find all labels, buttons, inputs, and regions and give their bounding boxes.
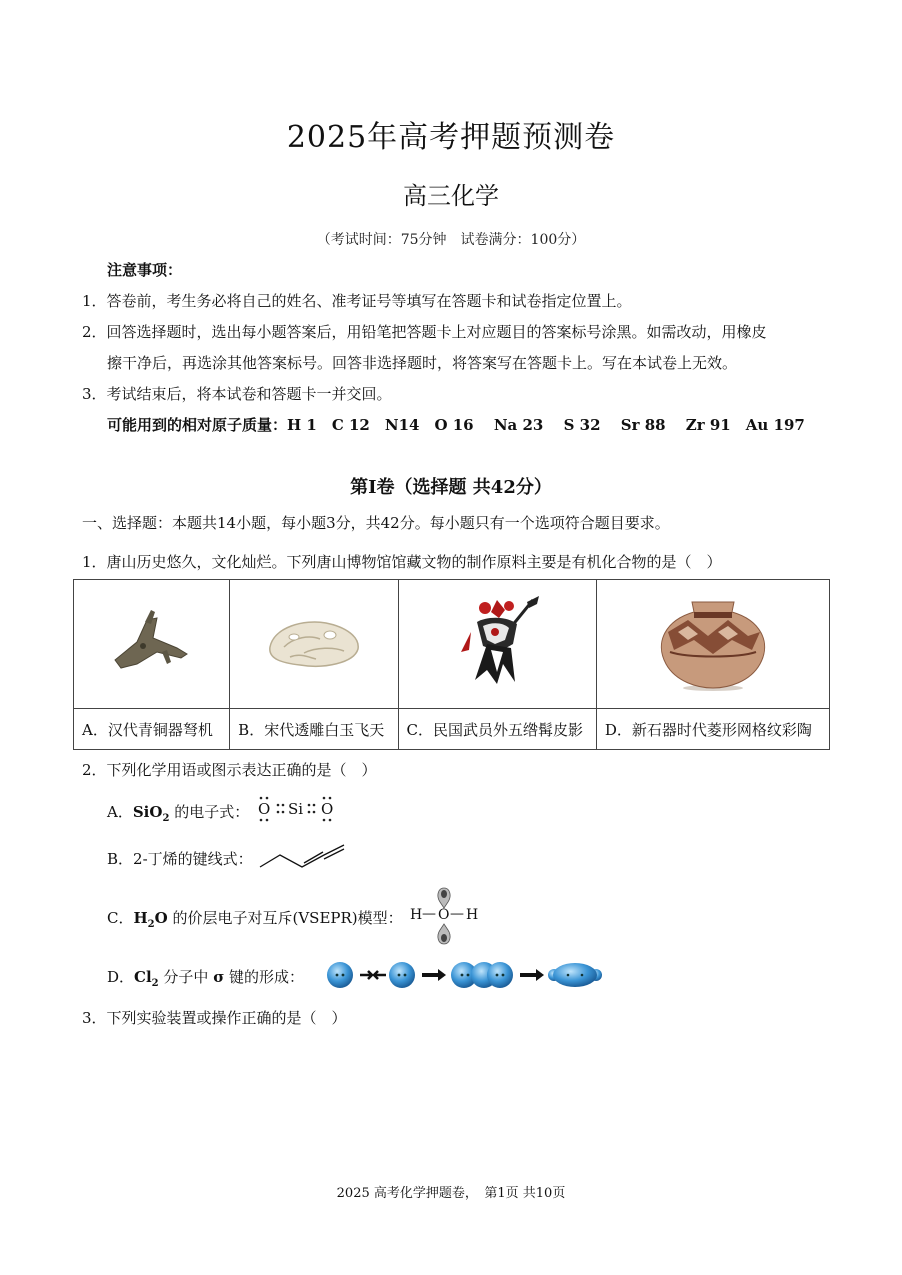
q2-a-sub: 2 [162,813,170,824]
q1-option-a: A．汉代青铜器弩机 [74,709,230,750]
painted-pottery-icon [648,592,778,692]
atomic-mass: 可能用到的相对原子质量：H 1 C 12 N14 O 16 Na 23 S 32 Sr 88 Zr 91 Au 197 [107,416,805,434]
q2-c-formula-h: H [133,909,148,927]
sigma-bond-formation-icon [322,959,602,991]
white-jade-icon [264,607,364,677]
atom-si: Si [288,800,304,818]
q2-c-sub: 2 [147,919,155,930]
q1-image-c [398,580,596,709]
q2-a-text: 的电子式： [169,803,250,821]
q2-option-d [107,966,304,989]
section-instruction: 一、选择题：本题共14小题，每小题3分，共42分。每小题只有一个选项符合题目要求。 [82,514,670,532]
q2-a-prefix: A． [107,803,133,821]
shadow-puppet-icon [447,592,547,692]
atom-h-left: H [410,907,423,923]
sio2-electron-formula [254,795,344,823]
q2-a-formula: SiO [132,803,163,821]
q1-image-b [230,580,398,709]
q1-option-d: D．新石器时代菱形网格纹彩陶 [596,709,829,750]
page-title: 2025年高考押题预测卷 [286,120,616,155]
q1-image-a [74,580,230,709]
q2-d-prefix: D． [107,968,135,986]
q3-stem: 3．下列实验装置或操作正确的是（ ） [82,1009,347,1027]
q2-d-text: 键的形成： [224,968,305,986]
notes-heading: 注意事项： [107,261,183,279]
q1-option-c: C．民国武员外五绺髯皮影 [398,709,596,750]
q2-option-a [107,801,249,824]
bond-left: — [422,906,436,922]
q1-options-table [73,579,830,750]
q1-option-b: B．宋代透雕白玉飞天 [230,709,398,750]
q1-image-d [596,580,829,709]
q2-c-text: 的价层电子对互斥(VSEPR)模型： [167,909,403,927]
exam-info: （考试时间：75分钟 试卷满分：100分） [316,232,586,248]
page-footer: 2025 高考化学押题卷， 第1页 共10页 [336,1186,566,1201]
h2o-vsepr-model [408,884,480,948]
q2-d-formula: Cl [134,968,152,986]
q2-d-sigma: σ [213,968,225,986]
q2-d-mid: 分子中 [158,968,214,986]
q2-option-b: B．2-丁烯的键线式： [107,850,253,868]
note-item-1: 1．答卷前，考生务必将自己的姓名、准考证号等填写在答题卡和试卷指定位置上。 [82,292,632,310]
page-subtitle: 高三化学 [403,182,499,210]
q2-stem: 2．下列化学用语或图示表达正确的是（ ） [82,761,377,779]
atom-o-right: O [321,800,334,818]
section-title: 第I卷（选择题 共42分） [350,477,552,498]
atom-h-right: H [466,907,479,923]
q2-option-c [107,907,403,930]
q1-stem: 1．唐山历史悠久，文化灿烂。下列唐山博物馆馆藏文物的制作原料主要是有机化合物的是（ ） [82,553,722,571]
note-item-2: 2．回答选择题时，选出每小题答案后，用铅笔把答题卡上对应题目的答案标号涂黑。如需改动，用橡皮 [82,323,767,341]
q2-d-sub: 2 [151,978,159,989]
bond-right: — [450,906,464,922]
q2-c-formula-o: O [154,909,168,927]
atom-o-left: O [258,800,271,818]
2-butene-skeletal-icon [258,843,348,871]
atom-o-center: O [438,907,450,923]
note-item-3: 3．考试结束后，将本试卷和答题卡一并交回。 [82,385,392,403]
q2-c-prefix: C． [107,909,134,927]
bronze-crossbow-icon [107,602,197,682]
note-item-2-cont: 擦干净后，再选涂其他答案标号。回答非选择题时，将答案写在答题卡上。写在本试卷上无效。 [107,354,738,372]
